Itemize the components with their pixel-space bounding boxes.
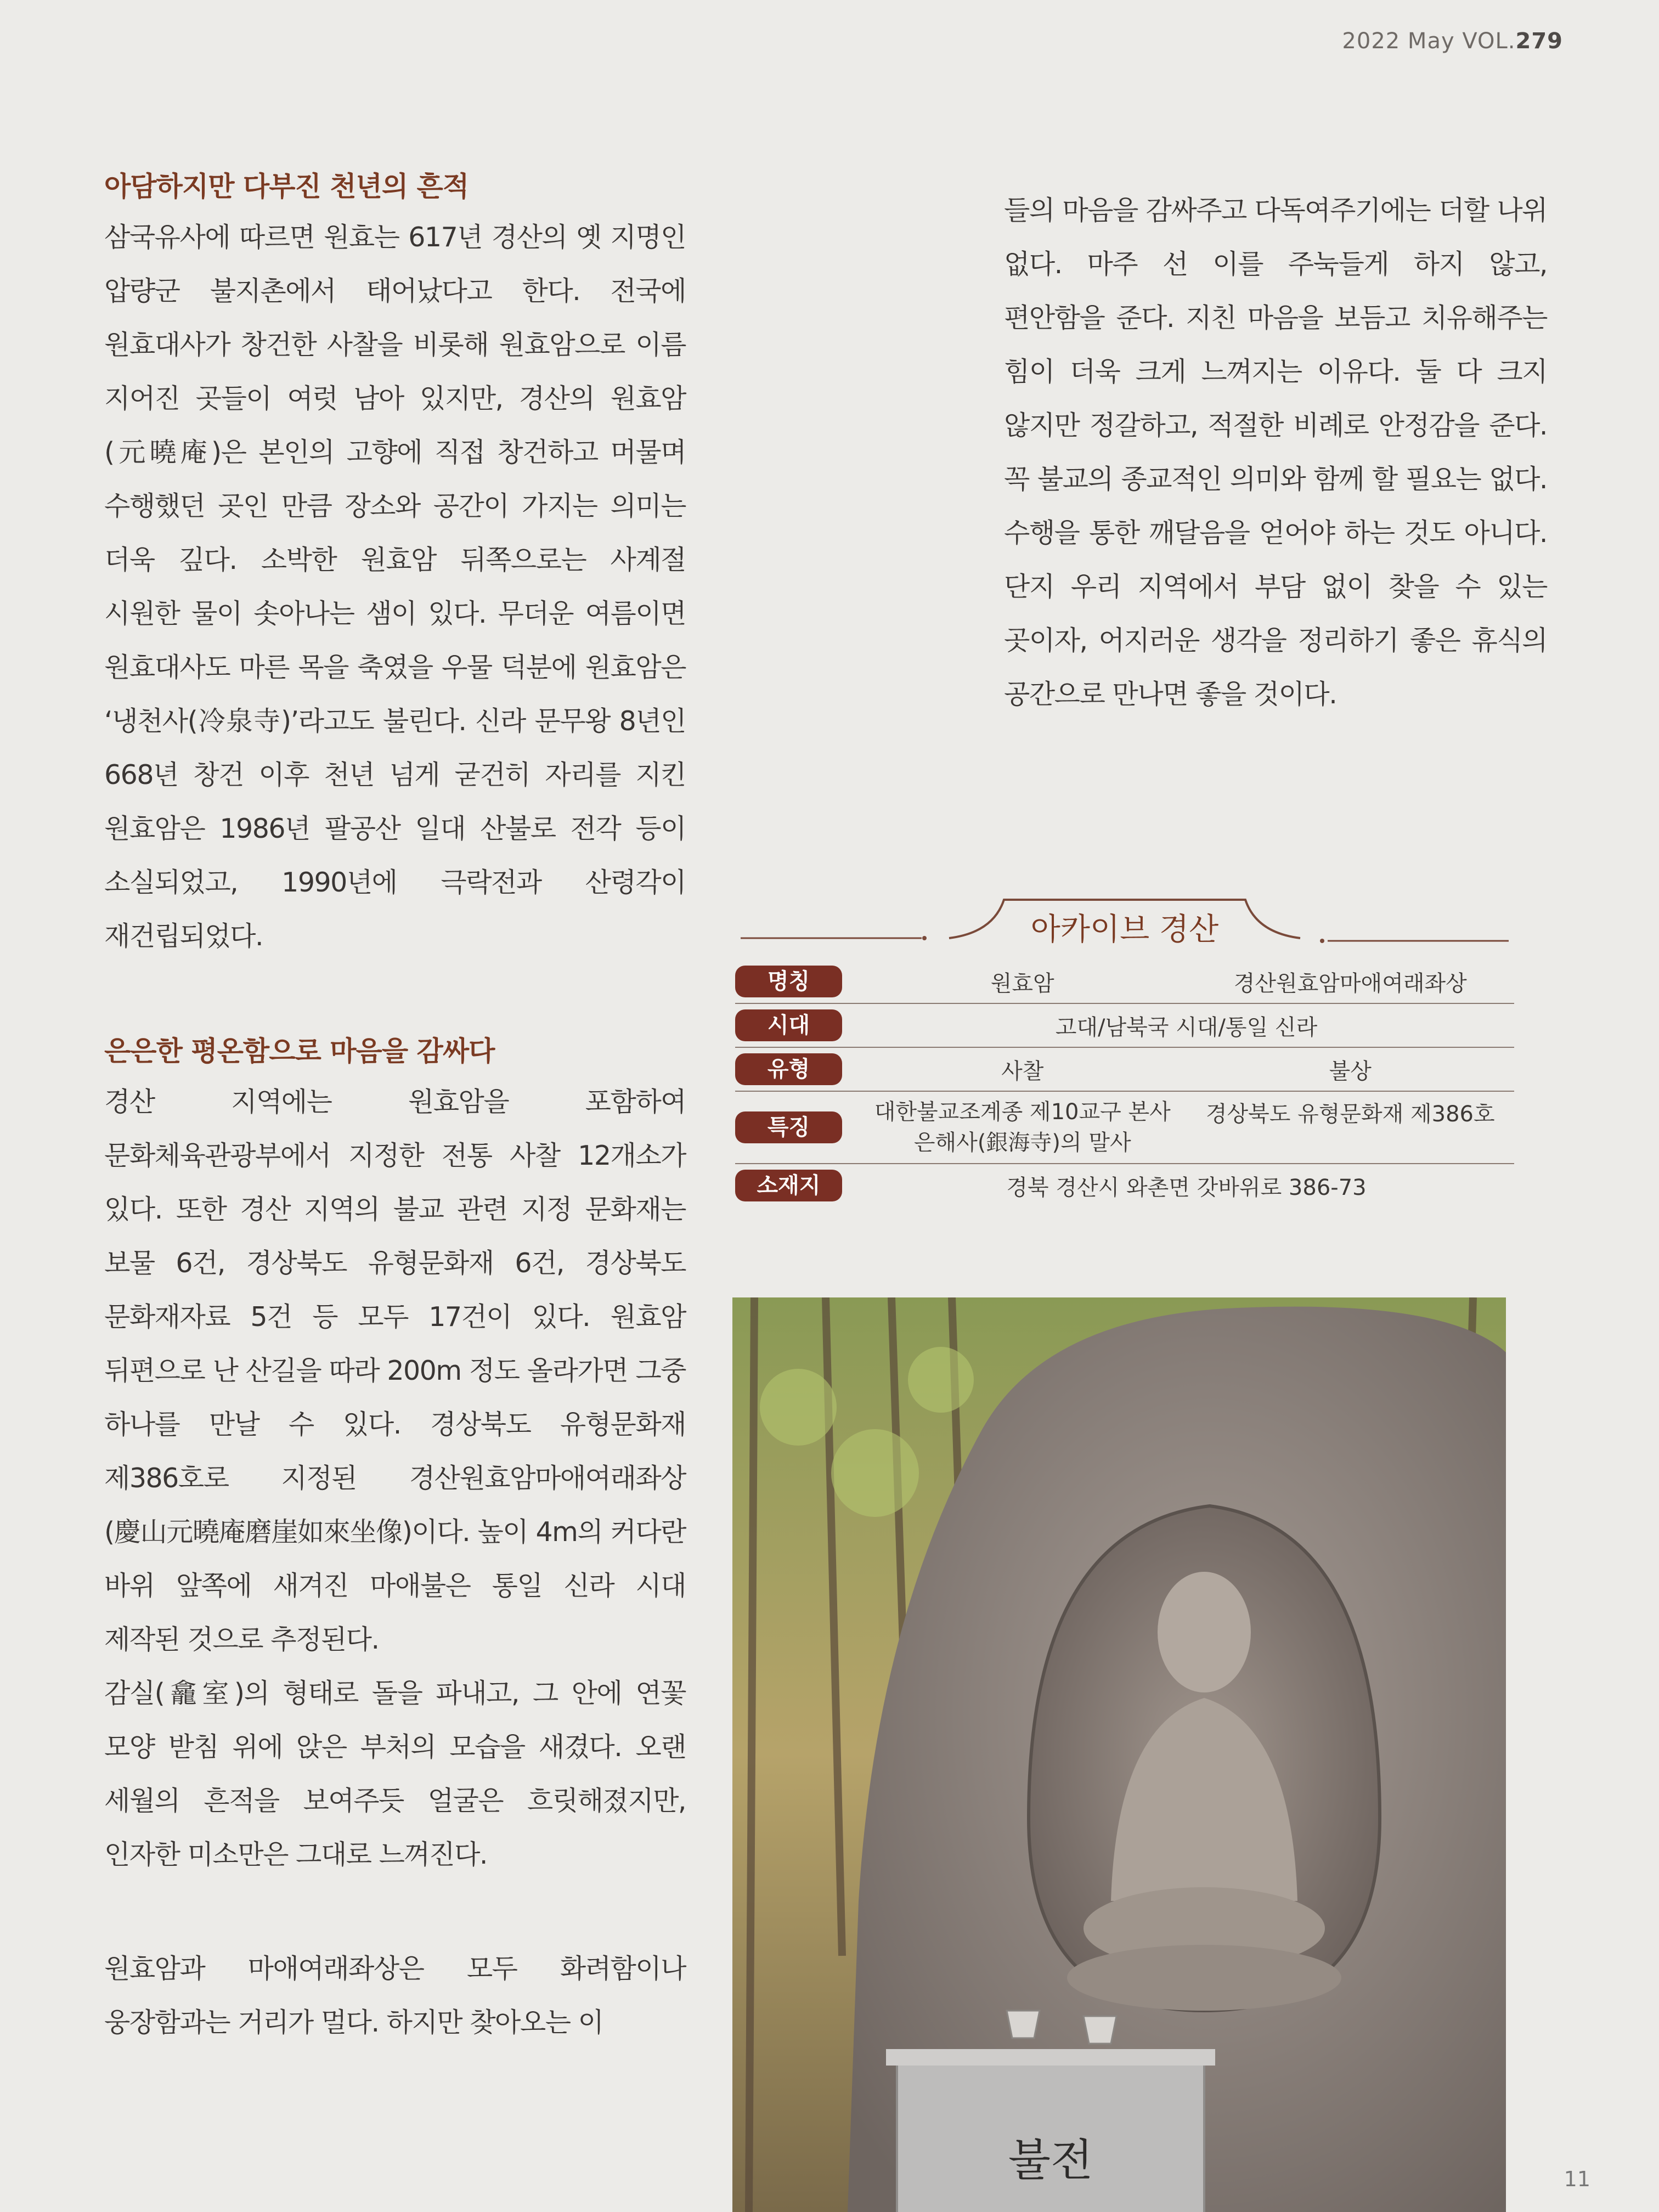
buddha-rock-photo (732, 1297, 1506, 2212)
row-label: 시대 (735, 1009, 842, 1041)
paragraph-4: 원효암과 마애여래좌상은 모두 화려함이나 웅장함과는 거리가 멀다. 하지만 찾아오는 이 (104, 1953, 686, 2038)
row-value: 고대/남북국 시대/통일 신라 (1055, 1014, 1318, 1040)
paragraph-continued: 들의 마음을 감싸주고 다독여주기에는 더할 나위 없다. 마주 선 이를 주눅들게 하지 않고, 편안함을 준다. 지친 마음을 보듬고 치유해주는 힘이 더욱 크게 느껴지는 이유다. 둘 다 크지 않지만 정갈하고, 적절한 비례로 안정감을 준다. 꼭 불교의 종교적인 의미와 함께 할 필요는 없다. 수행을 통한 깨달음을 얻어야 하는 것도 아니다. 단지 우리 지역에서 부담 없이 찾을 수 있는 곳이자, 어지러운 생각을 정리하기 좋은 휴식의 공간으로 만나면 좋을 것이다. (1004, 195, 1547, 710)
right-column (1004, 184, 1547, 721)
row-value: 경북 경산시 와촌면 갓바위로 386-73 (1006, 1175, 1367, 1200)
issue-label: 2022 May VOL. (1342, 29, 1516, 54)
signboard-text: 불전 (1008, 2135, 1093, 2186)
section-heading-1: 아담하지만 다부진 천년의 흔적 (104, 171, 469, 202)
row-value: 불상 (1329, 1058, 1372, 1084)
paragraph-1: 삼국유사에 따르면 원효는 617년 경산의 옛 지명인 압량군 불지촌에서 태어났다고 한다. 전국에 원효대사가 창건한 사찰을 비롯해 원효암으로 이름 지어진 곳들이 여럿 남아 있지만, 경산의 원효암(元曉庵)은 본인의 고향에 직접 창건하고 머물며 수행했던 곳인 만큼 장소와 공간이 가지는 의미는 더욱 깊다. 소박한 원효암 뒤쪽으로는 사계절 시원한 물이 솟아나는 샘이 있다. 무더운 여름이면 원효대사도 마른 목을 축였을 우물 덕분에 원효암은 ‘냉천사(冷泉寺)’라고도 불린다. 신라 문무왕 8년인 668년 창건 이후 천년 넘게 굳건히 자리를 지킨 원효암은 1986년 팔공산 일대 산불로 전각 등이 소실되었고, 1990년에 극락전과 산령각이 재건립되었다. (104, 222, 686, 952)
row-value: 원효암 (990, 970, 1054, 996)
issue-info (1342, 29, 1563, 54)
row-label: 소재지 (735, 1170, 842, 1201)
archive-title: 아카이브 경산 (1030, 912, 1219, 947)
row-label: 특징 (735, 1111, 842, 1143)
archive-row-feature (735, 1092, 1514, 1164)
paragraph-2: 경산 지역에는 원효암을 포함하여 문화체육관광부에서 지정한 전통 사찰 12개소가 있다. 또한 경산 지역의 불교 관련 지정 문화재는 보물 6건, 경상북도 유형문화재 6건, 경상북도 문화재자료 5건 등 모두 17건이 있다. 원효암 뒤편으로 난 산길을 따라 200m 정도 올라가면 그중 하나를 만날 수 있다. 경상북도 유형문화재 제386호로 지정된 경산원효암마애여래좌상(慶山元曉庵磨崖如來坐像)이다. 높이 4m의 커다란 바위 앞쪽에 새겨진 마애불은 통일 신라 시대 제작된 것으로 추정된다. (104, 1086, 686, 1655)
left-column (104, 165, 686, 2050)
paragraph-3: 감실(龕室)의 형태로 돌을 파내고, 그 안에 연꽃 모양 받침 위에 앉은 부처의 모습을 새겼다. 오랜 세월의 흔적을 보여주듯 얼굴은 흐릿해졌지만, 인자한 미소만은 그대로 느껴진다. (104, 1678, 686, 1870)
row-label: 명칭 (735, 966, 842, 997)
row-label: 유형 (735, 1053, 842, 1085)
row-value: 사찰 (1001, 1058, 1044, 1084)
volume-number: 279 (1515, 29, 1563, 54)
archive-table (735, 867, 1514, 1207)
row-value: 경상북도 유형문화재 제386호 (1205, 1102, 1495, 1127)
archive-row-name (735, 960, 1514, 1004)
section-heading-2: 은은한 평온함으로 마음을 감싸다 (104, 1035, 495, 1067)
archive-row-location (735, 1164, 1514, 1207)
archive-row-era (735, 1004, 1514, 1048)
row-value: 경산원효암마애여래좌상 (1233, 970, 1467, 996)
archive-row-type (735, 1048, 1514, 1092)
archive-title-banner (735, 867, 1514, 960)
rock-carved-buddha-image (732, 1297, 1506, 2212)
row-value: 대한불교조계종 제10교구 본사 은해사(銀海寺)의 말사 (874, 1099, 1171, 1155)
page-number: 11 (1564, 2167, 1590, 2191)
